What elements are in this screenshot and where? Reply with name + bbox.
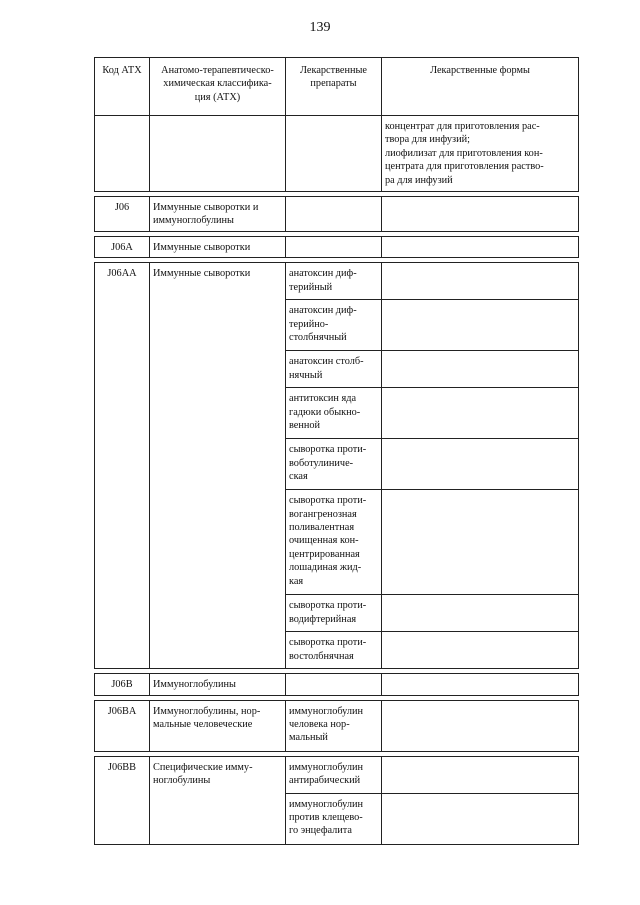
forms-cell [382,263,579,300]
forms-cell [382,700,579,751]
code-cell: J06A [95,236,150,257]
code-cell: J06B [95,674,150,695]
classification-cell: Иммуноглобулины [150,674,286,695]
drug-cell: антитоксин яда гадюки обыкно- венной [286,388,382,439]
drug-cell: анатоксин диф- терийно- столбнячный [286,300,382,351]
drug-cell: иммуноглобулин человека нор- мальный [286,700,382,751]
header-drugs: Лекарственные препараты [286,58,382,116]
header-atc-code: Код АТХ [95,58,150,116]
table-row [95,700,579,751]
page-number: 139 [309,20,331,35]
drug-cell [286,236,382,257]
header-dosage-forms: Лекарственные формы [382,58,579,116]
table-row [95,756,579,793]
forms-cell [382,490,579,595]
forms-cell: концентрат для приготовления рас- твора для инфузий; лиофилизат для приготовления кон- центрата для приготовления раство- ра для инфузий [382,116,579,192]
code-cell: J06AA [95,263,150,669]
forms-cell [382,439,579,490]
classification-cell [150,116,286,192]
forms-cell [382,674,579,695]
table-row [95,116,579,192]
code-cell: J06BB [95,756,150,844]
table-row [95,263,579,300]
table-row [95,197,579,232]
forms-cell [382,756,579,793]
drug-cell: иммуноглобулин антирабический [286,756,382,793]
forms-cell [382,236,579,257]
classification-cell: Иммуноглобулины, нор- мальные человеческие [150,700,286,751]
forms-cell [382,300,579,351]
code-cell: J06BA [95,700,150,751]
drug-cell: сыворотка проти- водифтерийная [286,595,382,632]
drug-cell: сыворотка проти- воботулиниче- ская [286,439,382,490]
drug-cell: иммуноглобулин против клещево- го энцефалита [286,793,382,844]
table-header-row [95,58,579,116]
drug-cell: сыворотка проти- востолбнячная [286,632,382,669]
forms-cell [382,197,579,232]
drug-cell [286,116,382,192]
forms-cell [382,793,579,844]
drug-cell [286,197,382,232]
code-cell [95,116,150,192]
classification-cell: Иммунные сыворотки [150,236,286,257]
table-row [95,236,579,257]
drug-cell: анатоксин диф- терийный [286,263,382,300]
forms-cell [382,351,579,388]
header-atc-classification: Анатомо-терапевтическо- химическая классифика- ция (АТХ) [150,58,286,116]
code-cell: J06 [95,197,150,232]
forms-cell [382,388,579,439]
drug-cell: анатоксин столб- нячный [286,351,382,388]
table-row [95,674,579,695]
drug-cell [286,674,382,695]
classification-cell: Специфические имму- ноглобулины [150,756,286,844]
forms-cell [382,595,579,632]
drug-cell: сыворотка проти- вогангренозная поливалентная очищенная кон- центрированная лошадиная жид- кая [286,490,382,595]
classification-cell: Иммунные сыворотки и иммуноглобулины [150,197,286,232]
forms-cell [382,632,579,669]
atc-table [94,57,579,845]
classification-cell: Иммунные сыворотки [150,263,286,669]
